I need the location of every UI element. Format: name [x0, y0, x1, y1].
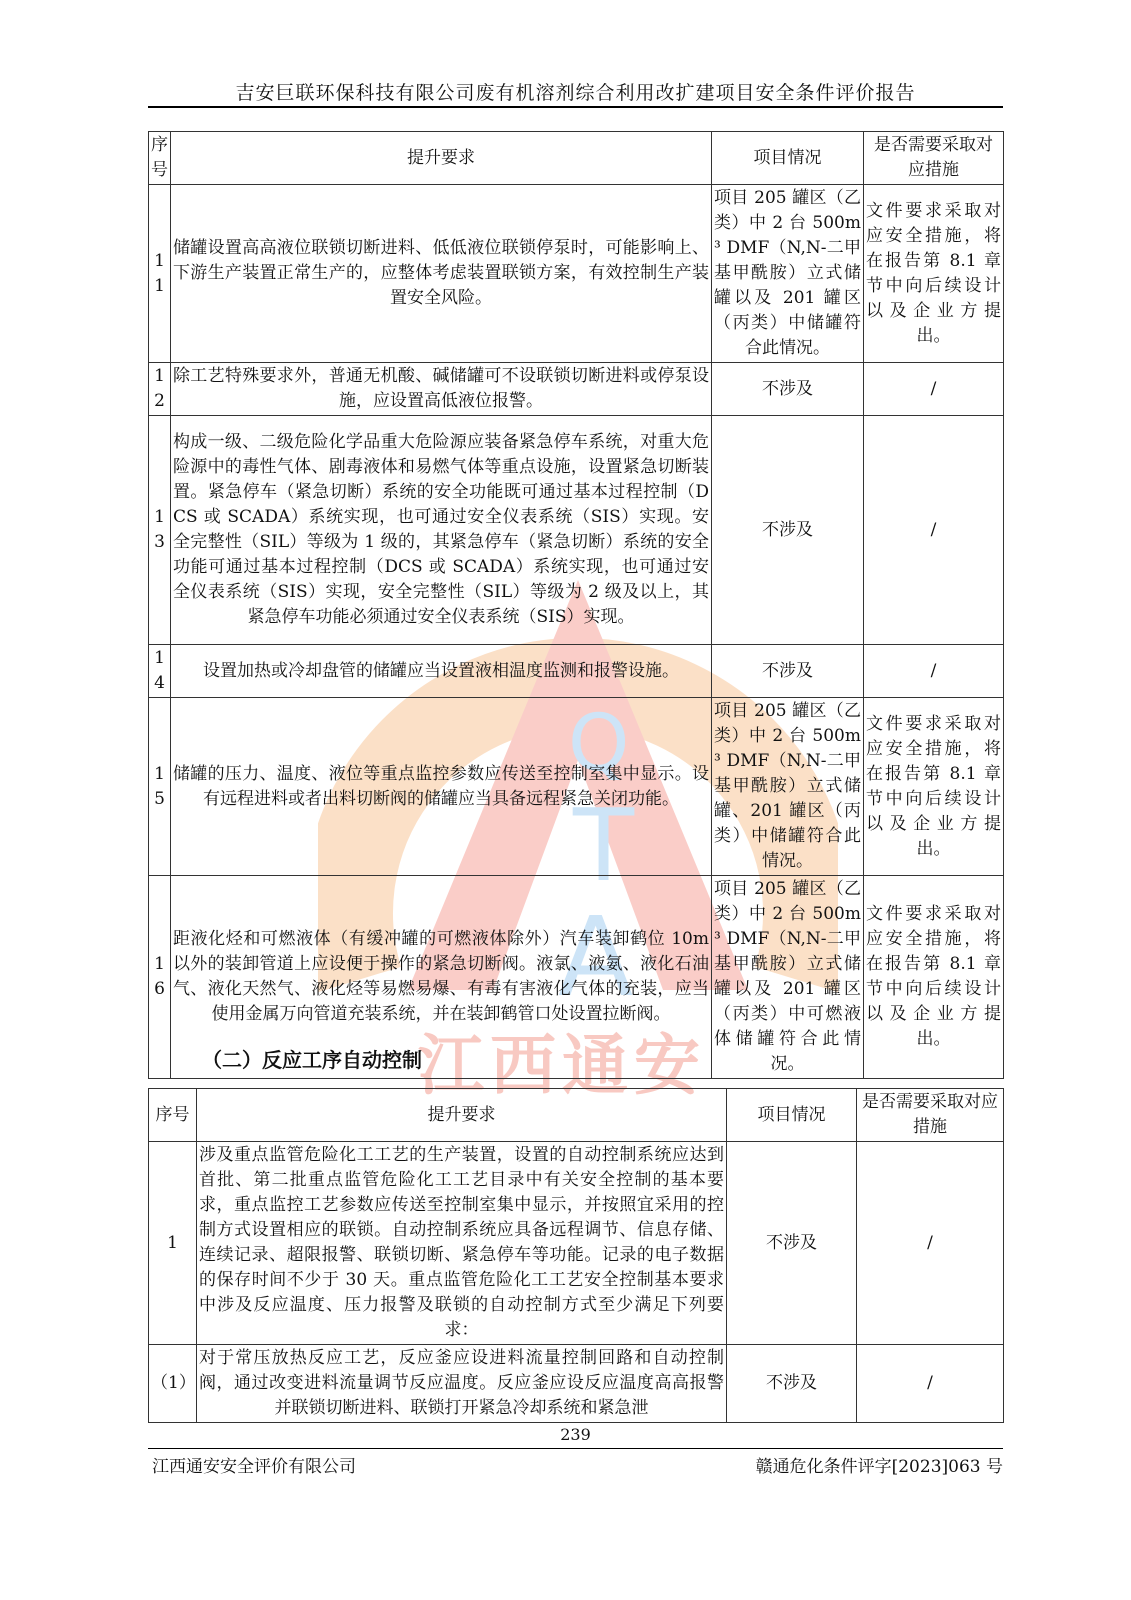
row-status: 项目 205 罐区（乙类）中 2 台 500m³ DMF（N,N-二甲基甲酰胺）立式储罐以及 201 罐区（丙类）中储罐符合此情况。: [712, 185, 864, 363]
row-no: 13: [149, 416, 171, 645]
row-status: 项目 205 罐区（乙类）中 2 台 500m³ DMF（N,N-二甲基甲酰胺）立式储罐以及 201 罐区（丙类）中可燃液体储罐符合此情况。: [712, 876, 864, 1079]
table-row: [149, 645, 1004, 698]
row-status: 项目 205 罐区（乙类）中 2 台 500m³ DMF（N,N-二甲基甲酰胺）立式储罐、201 罐区（丙类）中储罐符合此情况。: [712, 698, 864, 876]
requirements-table-2: [148, 1088, 1004, 1423]
row-measure: 文件要求采取对应安全措施，将在报告第 8.1 章节中向后续设计以及企业方提出。: [864, 698, 1004, 876]
row-measure: /: [864, 363, 1004, 416]
footer-company: 江西通安安全评价有限公司: [152, 1457, 356, 1477]
watermark-letter-q: Q: [568, 699, 630, 789]
watermark-letter-a: A: [558, 893, 634, 1021]
row-no: 16: [149, 876, 171, 1079]
row-status: 不涉及: [712, 645, 864, 698]
col-header-no: 序号: [149, 132, 171, 185]
table-row: [149, 1142, 1004, 1345]
row-measure: /: [864, 645, 1004, 698]
row-requirement: 储罐的压力、温度、液位等重点监控参数应传送至控制室集中显示。设有远程进料或者出料切断阀的储罐应当具备远程紧急关闭功能。: [171, 698, 712, 876]
col-header-requirement: 提升要求: [197, 1089, 727, 1142]
row-no: 1: [149, 1142, 197, 1345]
table-row: [149, 1345, 1004, 1423]
watermark-text: 江西通安: [418, 1027, 706, 1104]
section-title: （二）反应工序自动控制: [202, 1048, 422, 1072]
row-requirement: 除工艺特殊要求外，普通无机酸、碱储罐可不设联锁切断进料或停泵设施，应设置高低液位报警。: [171, 363, 712, 416]
row-no: 14: [149, 645, 171, 698]
page-header: 吉安巨联环保科技有限公司废有机溶剂综合利用改扩建项目安全条件评价报告: [235, 82, 916, 104]
row-requirement: 储罐设置高高液位联锁切断进料、低低液位联锁停泵时，可能影响上、下游生产装置正常生产的，应整体考虑装置联锁方案，有效控制生产装置安全风险。: [171, 185, 712, 363]
watermark-letter-t: T: [573, 787, 635, 904]
row-status: 不涉及: [727, 1142, 857, 1345]
row-status: 不涉及: [727, 1345, 857, 1423]
col-header-measure: 是否需要采取对应措施: [864, 132, 1004, 185]
row-no: （1）: [149, 1345, 197, 1423]
table-row: [149, 698, 1004, 876]
col-header-no: 序号: [149, 1089, 197, 1142]
table-row: [149, 416, 1004, 645]
row-measure: 文件要求采取对应安全措施，将在报告第 8.1 章节中向后续设计以及企业方提出。: [864, 185, 1004, 363]
footer-doc-number: 赣通危化条件评字[2023]063 号: [755, 1457, 1003, 1477]
row-measure: /: [857, 1345, 1004, 1423]
table-row: [149, 363, 1004, 416]
header-divider: [148, 106, 1003, 108]
table-row: [149, 185, 1004, 363]
row-measure: /: [857, 1142, 1004, 1345]
row-requirement: 对于常压放热反应工艺，反应釜应设进料流量控制回路和自动控制阀，通过改变进料流量调节反应温度。反应釜应设反应温度高高报警并联锁切断进料、联锁打开紧急冷却系统和紧急泄: [197, 1345, 727, 1423]
row-no: 15: [149, 698, 171, 876]
row-requirement: 涉及重点监管危险化工工艺的生产装置，设置的自动控制系统应达到首批、第二批重点监管危险化工工艺目录中有关安全控制的基本要求，重点监控工艺参数应传送至控制室集中显示，并按照宜采用的控制方式设置相应的联锁。自动控制系统应具备远程调节、信息存储、连续记录、超限报警、联锁切断、紧急停车等功能。记录的电子数据的保存时间不少于 30 天。重点监管危险化工工艺安全控制基本要求中涉及反应温度、压力报警及联锁的自动控制方式至少满足下列要求：: [197, 1142, 727, 1345]
row-requirement: 构成一级、二级危险化学品重大危险源应装备紧急停车系统，对重大危险源中的毒性气体、剧毒液体和易燃气体等重点设施，设置紧急切断装置。紧急停车（紧急切断）系统的安全功能既可通过基本过程控制（DCS 或 SCADA）系统实现，也可通过安全仪表系统（SIS）实现。安全完整性（SIL）等级为 1 级的，其紧急停车（紧急切断）系统的安全功能可通过基本过程控制（DCS 或 SCADA）系统实现，也可通过安全仪表系统（SIS）实现，安全完整性（SIL）等级为 2 级及以上，其紧急停车功能必须通过安全仪表系统（SIS）实现。: [171, 416, 712, 645]
requirements-table-1: [148, 131, 1004, 1079]
col-header-measure: 是否需要采取对应措施: [857, 1089, 1004, 1142]
row-measure: /: [864, 416, 1004, 645]
row-requirement: 距液化烃和可燃液体（有缓冲罐的可燃液体除外）汽车装卸鹤位 10m 以外的装卸管道上应设便于操作的紧急切断阀。液氯、液氨、液化石油气、液化天然气、液化烃等易燃易爆、有毒有害液化气体的充装，应当使用金属万向管道充装系统，并在装卸鹤管口处设置拉断阀。: [171, 876, 712, 1079]
col-header-status: 项目情况: [712, 132, 864, 185]
col-header-requirement: 提升要求: [171, 132, 712, 185]
footer-divider: [148, 1448, 1003, 1449]
page-number: 239: [560, 1425, 591, 1444]
row-requirement: 设置加热或冷却盘管的储罐应当设置液相温度监测和报警设施。: [171, 645, 712, 698]
row-no: 11: [149, 185, 171, 363]
row-status: 不涉及: [712, 416, 864, 645]
row-measure: 文件要求采取对应安全措施，将在报告第 8.1 章节中向后续设计以及企业方提出。: [864, 876, 1004, 1079]
table-header-row: [149, 132, 1004, 185]
table-header-row: [149, 1089, 1004, 1142]
row-status: 不涉及: [712, 363, 864, 416]
col-header-status: 项目情况: [727, 1089, 857, 1142]
row-no: 12: [149, 363, 171, 416]
